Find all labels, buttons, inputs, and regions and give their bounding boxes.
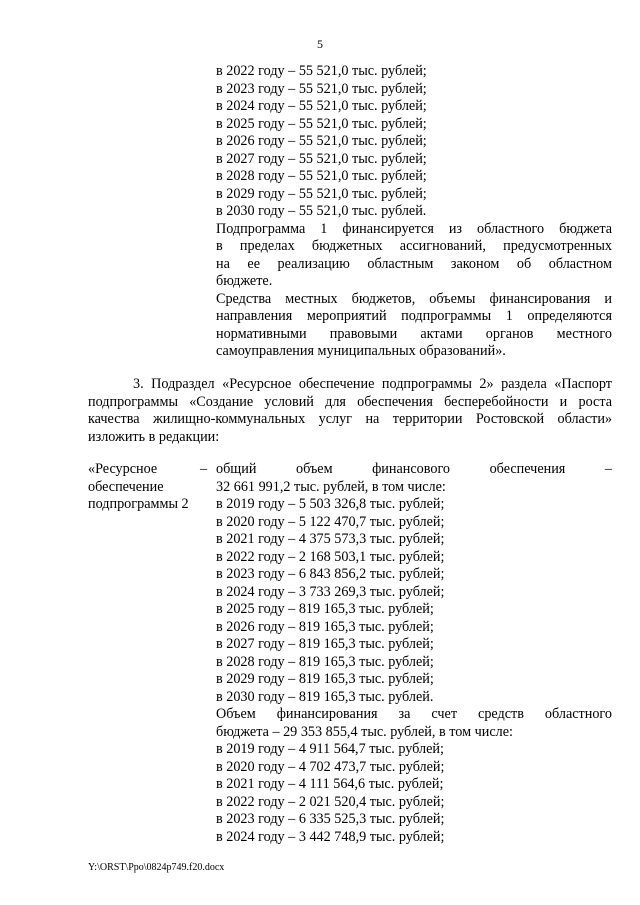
list-item: в 2020 году – 4 702 473,7 тыс. рублей; [216, 758, 445, 775]
total-line-1 [216, 461, 612, 479]
paragraph-line: Подпрограмма 1 финансируется из областного бюджета [216, 220, 612, 237]
list-item: в 2023 году – 6 843 856,2 тыс. рублей; [216, 566, 445, 582]
list-item: в 2027 году – 55 521,0 тыс. рублей; [216, 150, 427, 167]
list-item: в 2024 году – 55 521,0 тыс. рублей; [216, 98, 427, 114]
word: обеспечения [489, 461, 566, 477]
list-item: в 2023 году – 6 335 525,3 тыс. рублей; [216, 811, 445, 827]
paragraph-line: нормативными правовыми актами органов местного [216, 325, 612, 342]
word: финансового [372, 461, 451, 477]
paragraph-line: качества жилищно-коммунальных услуг на территории Ростовской области» [88, 411, 612, 427]
word: – [604, 461, 612, 477]
word: объем [295, 461, 333, 477]
paragraph-line: изложить в редакции: [88, 428, 220, 445]
list-item: в 2028 году – 55 521,0 тыс. рублей; [216, 168, 427, 184]
paragraph-line: бюджете. [216, 273, 273, 289]
list-item: в 2029 году – 55 521,0 тыс. рублей; [216, 185, 427, 202]
label-line: подпрограммы 2 [88, 496, 189, 512]
list-item: в 2023 году – 55 521,0 тыс. рублей; [216, 80, 427, 97]
list-item: в 2028 году – 819 165,3 тыс. рублей; [216, 653, 434, 670]
paragraph-line: 3. Подраздел «Ресурсное обеспечение подпрограммы 2» раздела «Паспорт [133, 376, 612, 392]
regional-line-2: бюджета – 29 353 855,4 тыс. рублей, в том числе: [216, 723, 513, 740]
list-item: в 2021 году – 4 111 564,6 тыс. рублей; [216, 776, 444, 792]
list-item: в 2030 году – 819 165,3 тыс. рублей. [216, 688, 434, 705]
paragraph-line: подпрограммы «Создание условий для обеспечения бесперебойности и роста [88, 393, 612, 410]
list-item: в 2026 году – 819 165,3 тыс. рублей; [216, 618, 434, 635]
list-item: в 2019 году – 5 503 326,8 тыс. рублей; [216, 496, 445, 512]
list-item: в 2024 году – 3 733 269,3 тыс. рублей; [216, 583, 445, 600]
paragraph-line: на ее реализацию областным законом об областном [216, 255, 612, 272]
list-item: в 2022 году – 2 168 503,1 тыс. рублей; [216, 548, 445, 565]
paragraph-line: самоуправления муниципальных образований». [216, 343, 506, 359]
list-item: в 2026 году – 55 521,0 тыс. рублей; [216, 133, 427, 149]
list-item: в 2027 году – 819 165,3 тыс. рублей; [216, 636, 434, 652]
list-item: в 2024 году – 3 442 748,9 тыс. рублей; [216, 828, 445, 845]
paragraph-line: в пределах бюджетных ассигнований, предусмотренных [216, 238, 612, 254]
page-number: 5 [317, 37, 323, 51]
list-item: в 2025 году – 819 165,3 тыс. рублей; [216, 601, 434, 617]
paragraph-line: направления мероприятий подпрограммы 1 определяются [216, 308, 612, 324]
label-dash: – [200, 461, 208, 477]
list-item: в 2022 году – 55 521,0 тыс. рублей; [216, 63, 427, 79]
label-line: «Ресурсное [88, 461, 158, 477]
file-path-footer: Y:\ORST\Ppo\0824p749.f20.docx [88, 862, 225, 873]
list-item: в 2020 году – 5 122 470,7 тыс. рублей; [216, 513, 445, 530]
list-item: в 2021 году – 4 375 573,3 тыс. рублей; [216, 531, 445, 547]
list-item: в 2029 году – 819 165,3 тыс. рублей; [216, 671, 434, 687]
list-item: в 2030 году – 55 521,0 тыс. рублей. [216, 203, 427, 219]
paragraph-line: Средства местных бюджетов, объемы финансирования и [216, 290, 612, 307]
list-item: в 2025 году – 55 521,0 тыс. рублей; [216, 115, 427, 132]
list-item: в 2019 году – 4 911 564,7 тыс. рублей; [216, 741, 444, 757]
label-line: обеспечение [88, 478, 164, 495]
list-item: в 2022 году – 2 021 520,4 тыс. рублей; [216, 793, 445, 810]
word: общий [216, 461, 257, 477]
total-line-2: 32 661 991,2 тыс. рублей, в том числе: [216, 478, 446, 495]
regional-line-1: Объем финансирования за счет средств областного [216, 706, 612, 722]
